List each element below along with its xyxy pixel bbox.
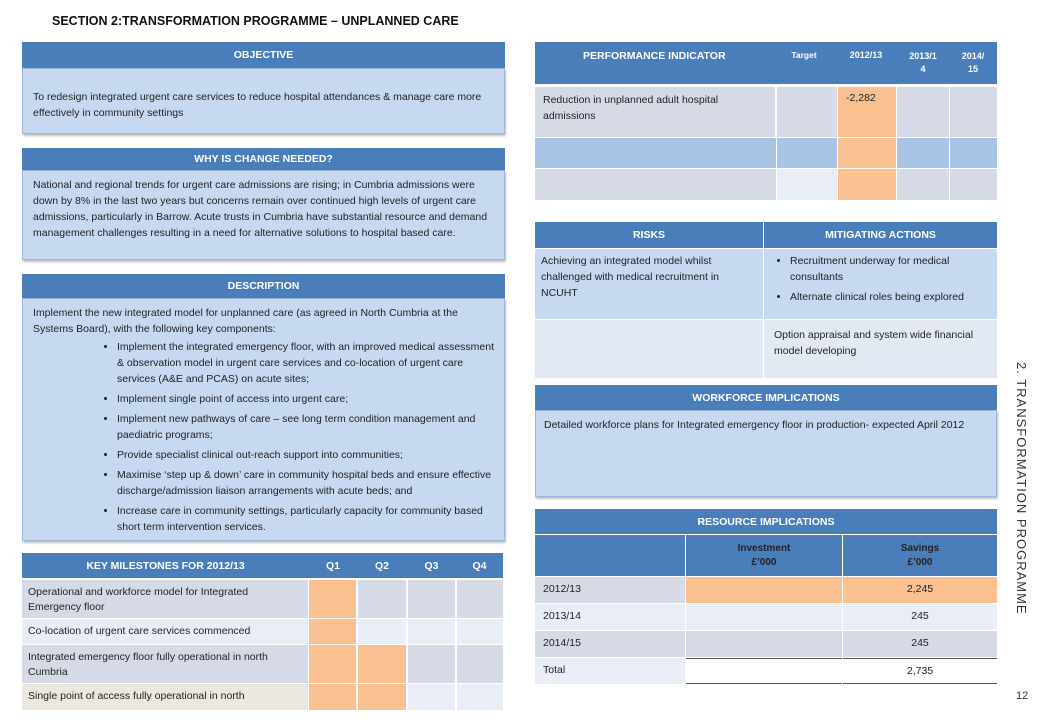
mitigating-bullet: • Recruitment underway for medical consultants [790,253,989,285]
milestone-q1-cell [309,684,356,710]
resource-savings-cell: 2,735 [843,658,997,684]
perf-empty-cell [838,169,896,200]
side-section-label: 2. TRANSFORMATION PROGRAMME [1014,362,1029,615]
milestone-q3-cell [408,619,455,644]
mitigating-bullets-cell [764,249,997,319]
perf-empty-cell [535,138,776,168]
quarter-header-q2: Q2 [357,553,407,578]
resource-investment-cell [686,577,842,603]
page-title: SECTION 2:TRANSFORMATION PROGRAMME – UNPLANNED CARE [52,14,459,28]
milestone-q1-cell [309,580,356,618]
risk-text-cell: Achieving an integrated model whilst challenged with medical recruitment in NCUHT [535,249,763,319]
milestone-q2-cell [358,684,406,710]
perf-2012-cell: -2,282 [838,87,896,137]
quarter-header-q1: Q1 [309,553,357,578]
milestone-q4-cell [457,580,503,618]
milestone-q3-cell [408,580,455,618]
description-intro: Implement the new integrated model for unplanned care (as agreed in North Cumbria at the Systems Board), with the following key components: [33,307,458,335]
resource-header-blank [535,535,685,576]
resource-investment-cell [686,658,842,684]
perf-empty-cell [777,138,837,168]
perf-col-2013: 2013/14 [909,51,937,74]
description-header: DESCRIPTION [22,274,505,298]
resource-savings-cell: 245 [843,604,997,630]
resource-header: RESOURCE IMPLICATIONS [535,509,997,534]
perf-col-2012: 2012/13 [849,50,883,60]
workforce-panel [535,410,997,497]
milestone-row-label: Co-location of urgent care services commenced [22,619,308,644]
milestone-q2-cell [358,645,406,683]
resource-year-cell: 2013/14 [535,604,685,630]
mitigating-bullet: • Alternate clinical roles being explored [790,289,989,305]
quarter-header-q3: Q3 [407,553,456,578]
description-bullets [33,339,494,535]
perf-2014-cell [950,87,997,137]
risk-empty-cell [535,320,763,378]
resource-year-cell: 2012/13 [535,577,685,603]
page-number: 12 [1016,690,1029,702]
perf-empty-cell [897,169,949,200]
milestone-q2-cell [358,580,406,618]
description-bullet: • Provide specialist clinical out-reach support into communities; [117,447,494,463]
objective-text: To redesign integrated urgent care services to reduce hospital attendances & manage care more effectively in community settings [33,91,482,119]
performance-header [535,42,997,84]
description-bullet: • Implement single point of access into urgent care; [117,391,494,407]
objective-header: OBJECTIVE [22,42,505,68]
description-panel [22,298,505,541]
milestone-q4-cell [457,684,503,710]
resource-investment-cell [686,604,842,630]
milestone-q3-cell [408,645,455,683]
perf-empty-cell [838,138,896,168]
milestone-q1-cell [309,645,356,683]
mitigating-header: MITIGATING ACTIONS [764,222,997,248]
workforce-text: Detailed workforce plans for Integrated emergency floor in production- expected April 2012 [544,419,965,431]
resource-year-cell: 2014/15 [535,631,685,657]
perf-empty-cell [950,138,997,168]
why-header: WHY IS CHANGE NEEDED? [22,148,505,170]
resource-investment-cell [686,631,842,657]
description-bullet: • Implement the integrated emergency floor, with an improved medical assessment & observation model in urgent care services and co-location of urgent care services (A&E and PCAS) on acute sites; [117,339,494,387]
milestone-row-label: Single point of access fully operational in north [22,684,308,710]
why-text: National and regional trends for urgent care admissions are rising; in Cumbria admissions were down by 8% in the last two years but concerns remain over continued high levels of urgent care admissions, particularly in Barrow. Acute trusts in Cumbria have substantial resource and demand management challenges resulting in a need for alternative solutions to hospital based care. [33,179,488,239]
milestone-q1-cell [309,619,356,644]
perf-empty-cell [950,169,997,200]
perf-col-target: Target [791,50,817,60]
perf-col-2014: 2014/15 [961,51,985,74]
objective-panel [22,68,505,134]
milestone-row-label: Integrated emergency floor fully operational in north Cumbria [22,645,308,683]
resource-col-investment: Investment £’000 [686,535,842,576]
resource-col-savings: Savings £’000 [843,535,997,576]
milestone-row-label: Operational and workforce model for Integrated Emergency floor [22,580,308,618]
perf-2013-cell [897,87,949,137]
workforce-header: WORKFORCE IMPLICATIONS [535,385,997,410]
milestone-q4-cell [457,619,503,644]
description-bullet: • Maximise ‘step up & down’ care in community hospital beds and ensure effective discharge/admission liaison arrangements with acute beds; and [117,467,494,499]
resource-year-cell: Total [535,658,685,684]
perf-empty-cell [897,138,949,168]
description-bullet: • Implement new pathways of care – see long term condition management and paediatric programs; [117,411,494,443]
milestones-header: KEY MILESTONES FOR 2012/13 [22,553,309,578]
risks-header: RISKS [535,222,763,248]
perf-row-label: Reduction in unplanned adult hospital admissions [535,87,775,137]
milestone-q3-cell [408,684,455,710]
performance-header-label: PERFORMANCE INDICATOR [583,50,726,62]
resource-savings-cell: 245 [843,631,997,657]
milestone-q2-cell [358,619,406,644]
perf-empty-cell [535,169,776,200]
mitigating-bullets [774,253,989,305]
description-bullet: • Increase care in community settings, particularly capacity for community based short term intervention services. [117,503,494,535]
mitigating-text-cell: Option appraisal and system wide financial model developing [764,320,997,378]
quarter-header-q4: Q4 [456,553,503,578]
why-panel [22,170,505,260]
resource-savings-cell: 2,245 [843,577,997,603]
perf-target-cell [777,87,837,137]
milestone-q4-cell [457,645,503,683]
perf-empty-cell [777,169,837,200]
